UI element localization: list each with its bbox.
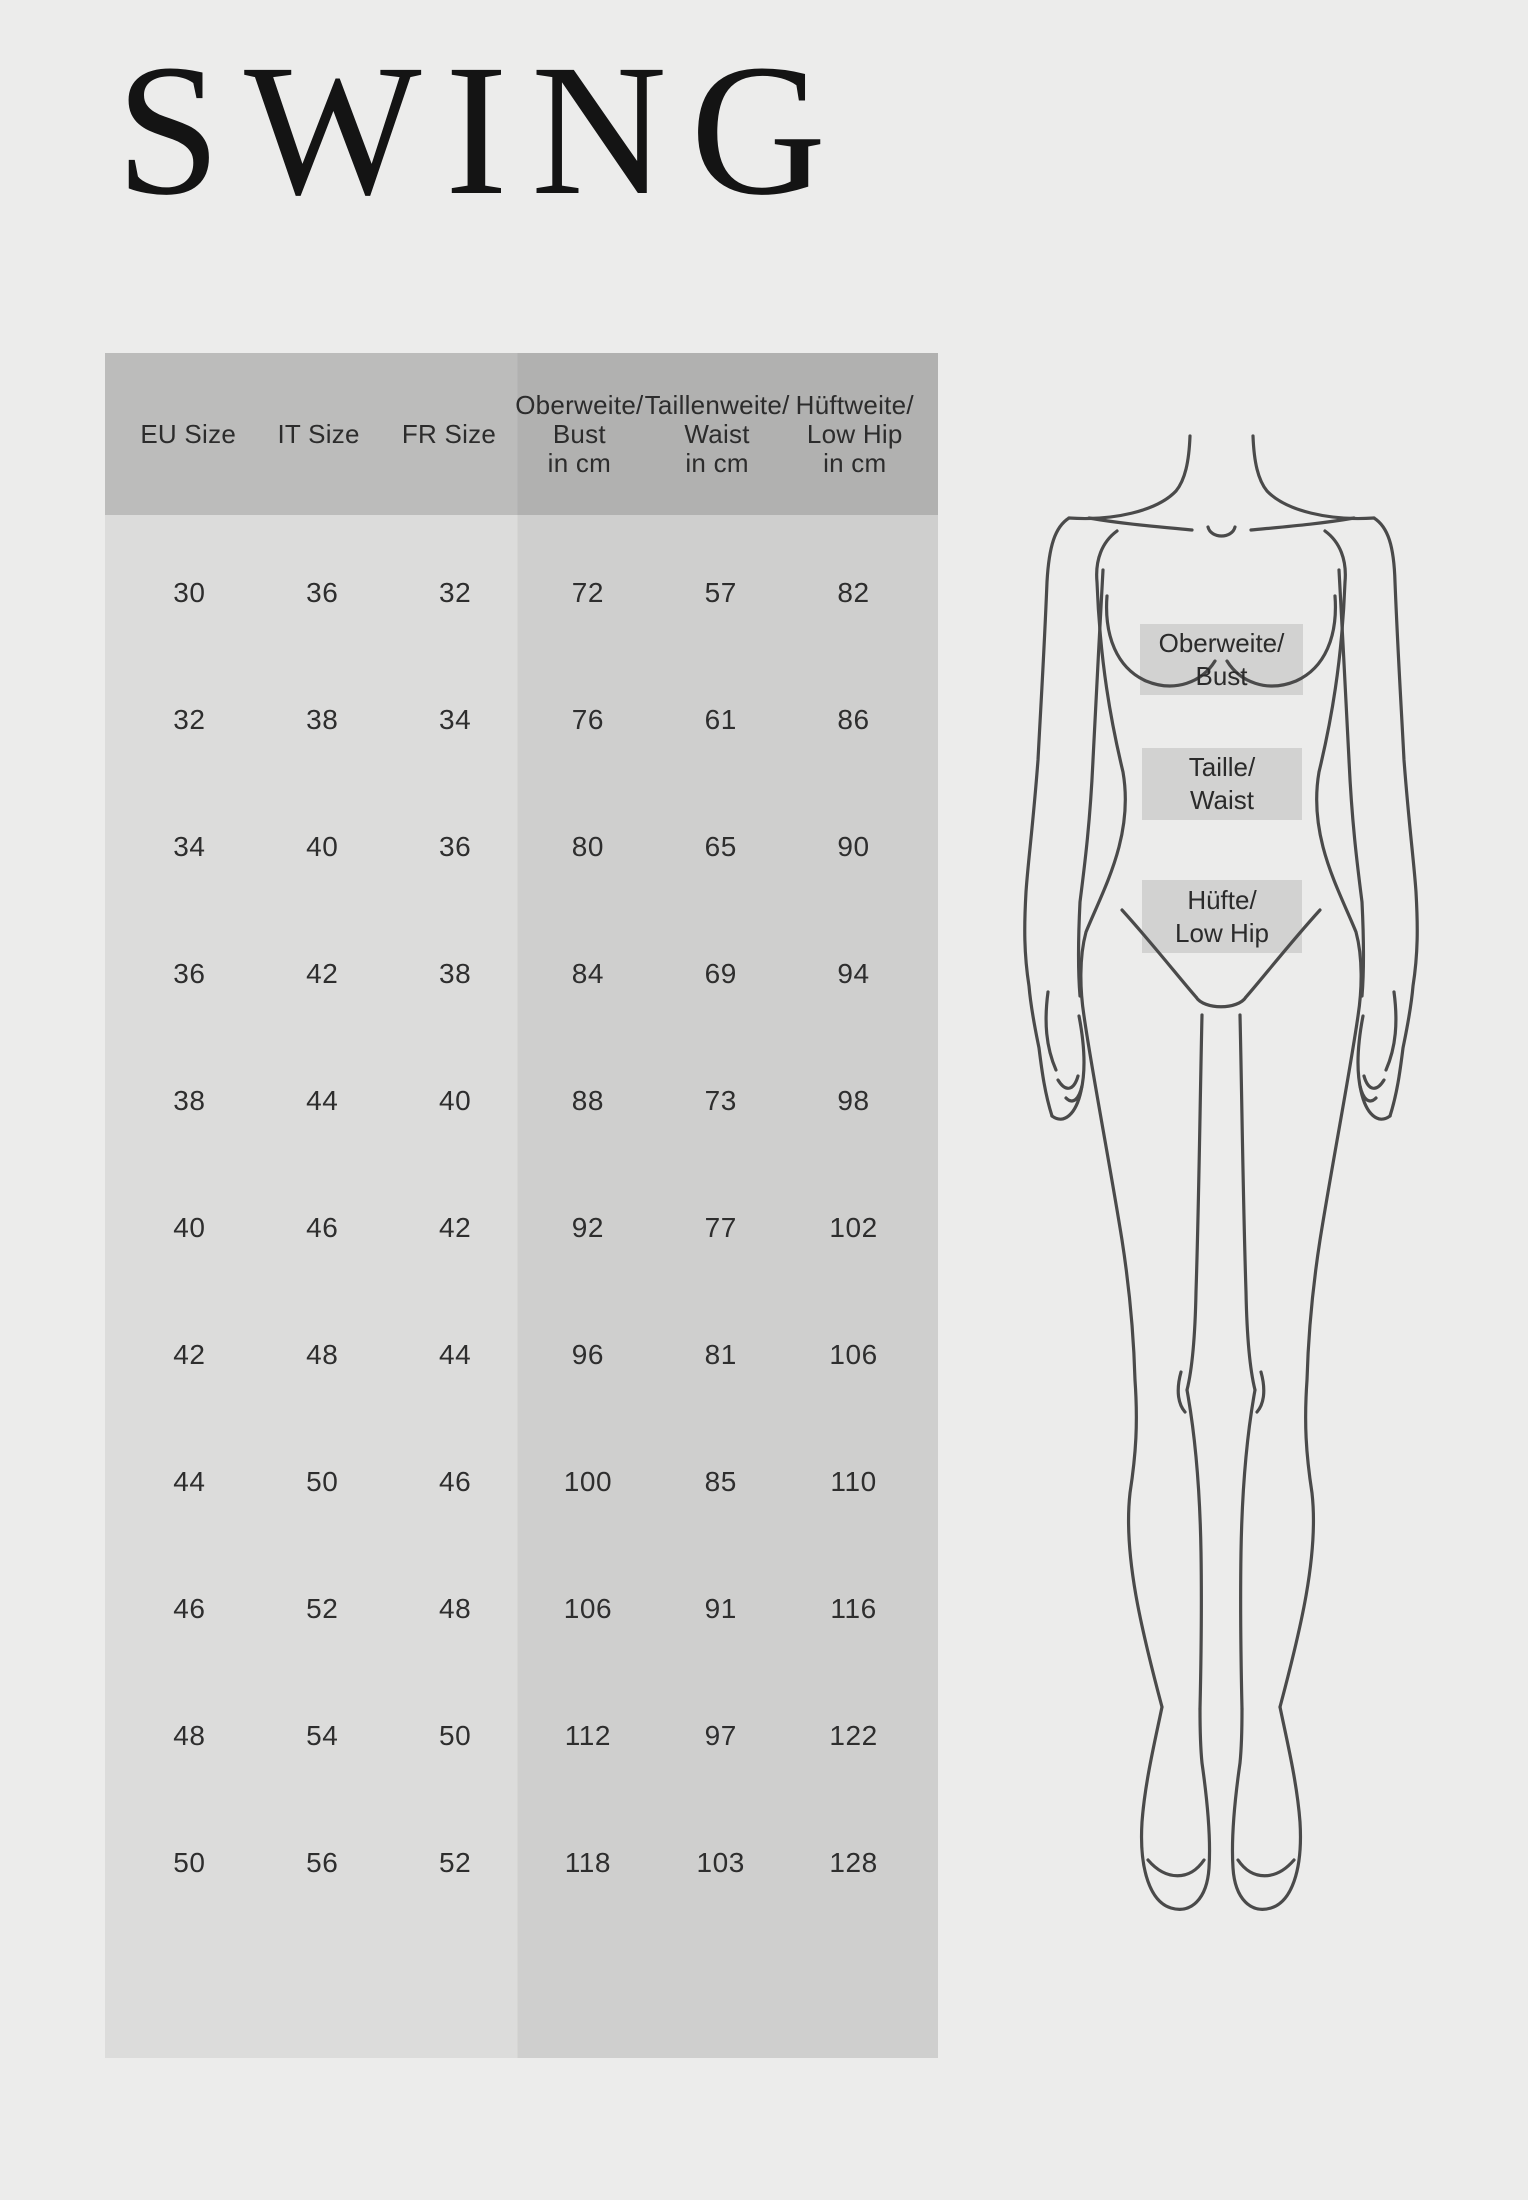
toe-cap-right — [1238, 1860, 1294, 1876]
size-cell: 36 — [173, 957, 206, 989]
hip-label-line1: Hüfte/ — [1187, 884, 1257, 915]
size-cell: 36 — [306, 576, 339, 608]
header-line: Oberweite/ — [515, 389, 644, 420]
knee-notch-right — [1257, 1372, 1264, 1412]
bust-label — [1140, 624, 1303, 695]
table-row — [123, 783, 920, 910]
size-cell: 128 — [829, 1846, 878, 1878]
header-line: Hüftweite/ — [795, 389, 914, 420]
size-cell: 40 — [438, 1084, 472, 1116]
sternal-notch-curve — [1208, 527, 1235, 536]
inner-shin-left — [1187, 1390, 1201, 1709]
size-cell: 56 — [306, 1846, 339, 1878]
size-cell: 88 — [571, 1084, 605, 1116]
size-cell: 34 — [173, 830, 206, 862]
size-cell: 38 — [173, 1084, 206, 1116]
table-row — [123, 529, 920, 656]
header-line: in cm — [823, 447, 887, 478]
size-cell: 92 — [571, 1211, 605, 1243]
size-cell: 52 — [306, 1592, 339, 1624]
table-row — [123, 1164, 920, 1291]
size-cell: 44 — [306, 1084, 339, 1116]
column-header-waist — [645, 391, 790, 478]
table-row — [123, 1037, 920, 1164]
header-line: IT Size — [277, 418, 360, 449]
size-cell: 40 — [306, 830, 339, 862]
size-cell: 91 — [704, 1592, 737, 1624]
foot-right — [1232, 1707, 1300, 1909]
size-cell: 48 — [306, 1338, 339, 1370]
size-cell: 61 — [704, 703, 737, 735]
size-cell: 122 — [829, 1719, 878, 1751]
hand-left-thumb — [1046, 992, 1056, 1070]
size-cell: 48 — [438, 1592, 472, 1624]
size-cell: 42 — [438, 1211, 472, 1243]
hand-right — [1358, 1016, 1390, 1119]
waist-label-line1: Taille/ — [1188, 752, 1256, 782]
size-cell: 65 — [704, 830, 737, 862]
size-cell: 94 — [837, 957, 870, 989]
size-cell: 48 — [173, 1719, 206, 1751]
size-cell: 50 — [306, 1465, 339, 1497]
size-cell: 81 — [704, 1338, 737, 1370]
header-line — [384, 391, 514, 420]
hand-left — [1052, 1016, 1084, 1119]
size-cell: 57 — [704, 576, 737, 608]
size-cell: 50 — [438, 1719, 472, 1751]
size-cell: 106 — [829, 1338, 878, 1370]
size-cell: 118 — [564, 1846, 612, 1878]
neck-left-line — [1069, 436, 1190, 519]
header-line — [253, 391, 383, 420]
clavicle-right-line — [1251, 518, 1354, 530]
size-cell: 82 — [837, 576, 870, 608]
table-row — [123, 1799, 920, 1926]
size-cell: 69 — [704, 957, 737, 989]
size-table-header-row — [105, 353, 938, 515]
size-cell: 86 — [837, 703, 870, 735]
size-cell: 42 — [173, 1338, 206, 1370]
size-cell: 30 — [173, 576, 206, 608]
neck-right-line — [1253, 436, 1374, 519]
size-cell: 42 — [306, 957, 339, 989]
header-line — [123, 391, 253, 420]
size-cell: 50 — [173, 1846, 206, 1878]
inner-thigh-right — [1240, 1015, 1255, 1390]
waist-label — [1142, 748, 1302, 820]
size-cell: 73 — [704, 1084, 737, 1116]
crotch-curve — [1196, 997, 1246, 1007]
hip-label — [1142, 880, 1302, 953]
header-line: Bust — [552, 418, 606, 449]
column-header-low-hip — [790, 391, 920, 478]
column-header-fr-size — [384, 391, 514, 478]
clavicle-left-line — [1089, 518, 1192, 530]
toe-cap-left — [1148, 1860, 1204, 1876]
waist-label-line2: Waist — [1189, 785, 1255, 815]
header-line: Waist — [684, 418, 750, 449]
size-cell: 103 — [696, 1846, 745, 1878]
header-line: FR Size — [401, 418, 497, 449]
hand-right-finger — [1364, 1076, 1384, 1088]
header-line: in cm — [685, 447, 749, 478]
size-cell: 76 — [571, 703, 605, 735]
size-cell: 77 — [704, 1211, 737, 1243]
header-line: Low Hip — [806, 418, 903, 449]
table-row — [123, 1672, 920, 1799]
size-cell: 98 — [837, 1084, 870, 1116]
bust-label-line1: Oberweite/ — [1158, 627, 1285, 658]
size-cell: 38 — [438, 957, 472, 989]
column-header-bust — [514, 391, 644, 478]
header-line: EU Size — [140, 418, 237, 449]
size-cell: 112 — [564, 1719, 612, 1751]
bust-label-line2: Bust — [1195, 660, 1248, 691]
size-cell: 44 — [173, 1465, 206, 1497]
size-cell: 116 — [830, 1592, 877, 1624]
hand-right-thumb — [1386, 992, 1396, 1070]
table-row — [123, 656, 920, 783]
column-header-eu-size — [123, 391, 253, 478]
column-header-it-size — [253, 391, 383, 478]
size-cell: 110 — [830, 1465, 877, 1497]
inner-thigh-left — [1187, 1015, 1202, 1390]
header-line — [123, 449, 253, 478]
size-cell: 84 — [571, 957, 605, 989]
knee-notch-left — [1178, 1372, 1185, 1412]
torso-left-outline — [1081, 531, 1162, 1707]
size-cell: 46 — [173, 1592, 206, 1624]
size-cell: 32 — [438, 576, 472, 608]
size-cell: 34 — [438, 703, 472, 735]
size-cell: 32 — [173, 703, 206, 735]
size-cell: 40 — [173, 1211, 206, 1243]
size-cell: 38 — [306, 703, 339, 735]
table-row — [123, 1291, 920, 1418]
header-line: in cm — [547, 447, 612, 478]
table-row — [123, 1418, 920, 1545]
size-table — [105, 353, 938, 2058]
size-cell: 80 — [571, 830, 605, 862]
size-cell: 54 — [306, 1719, 339, 1751]
size-cell: 52 — [438, 1846, 472, 1878]
size-cell: 106 — [563, 1592, 613, 1624]
table-row — [123, 910, 920, 1037]
size-cell: 96 — [571, 1338, 605, 1370]
size-cell: 36 — [438, 830, 472, 862]
foot-left — [1142, 1707, 1210, 1909]
inner-shin-right — [1241, 1390, 1255, 1709]
torso-right-outline — [1280, 531, 1361, 1707]
size-cell: 97 — [704, 1719, 737, 1751]
table-row — [123, 1545, 920, 1672]
size-table-body — [105, 515, 938, 2058]
size-cell: 72 — [571, 576, 605, 608]
hip-label-line2: Low Hip — [1175, 917, 1269, 948]
header-line — [253, 449, 383, 478]
size-cell: 102 — [829, 1211, 878, 1243]
size-cell: 46 — [438, 1465, 472, 1497]
size-cell: 46 — [306, 1211, 339, 1243]
size-cell: 90 — [837, 830, 870, 862]
size-cell: 44 — [438, 1338, 472, 1370]
hand-left-finger — [1058, 1076, 1078, 1088]
size-cell: 85 — [704, 1465, 737, 1497]
size-cell: 100 — [563, 1465, 613, 1497]
header-line — [384, 449, 514, 478]
brand-logo: SWING — [116, 25, 850, 234]
header-line: Taillenweite/ — [644, 389, 790, 420]
